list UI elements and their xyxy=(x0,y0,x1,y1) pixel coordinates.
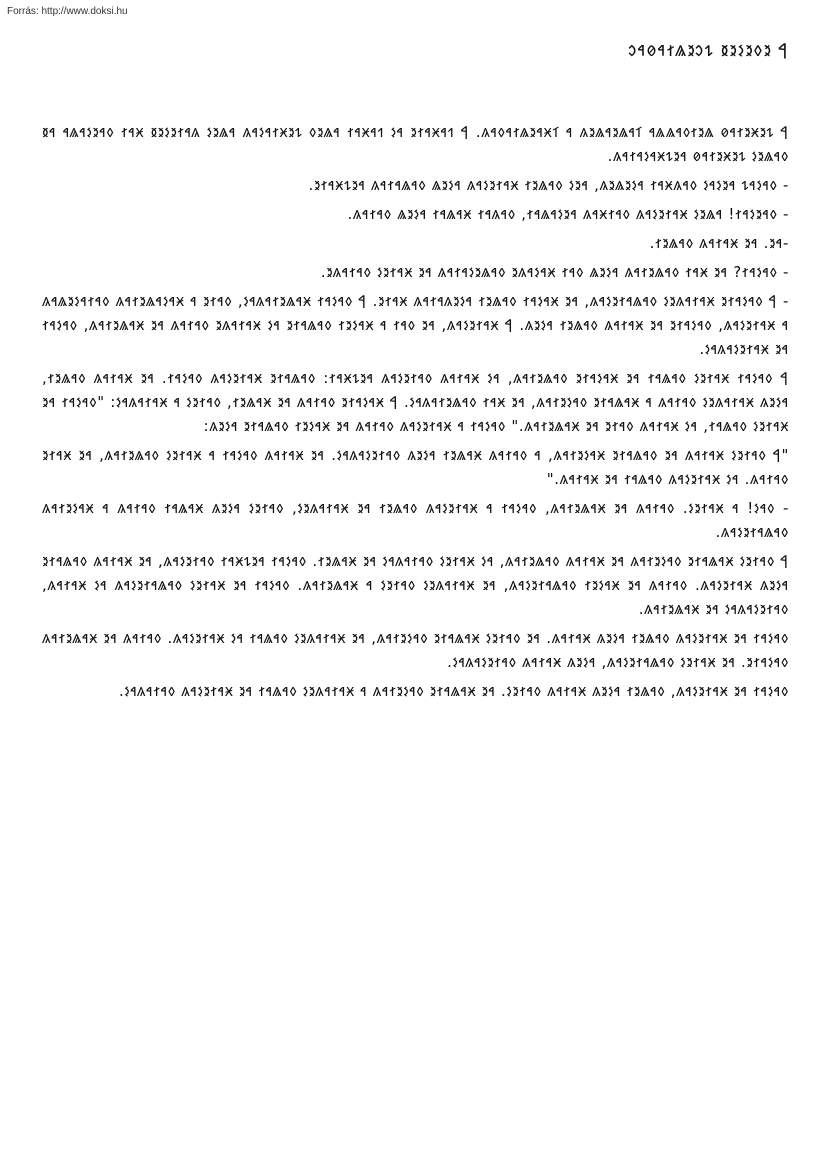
paragraph: -𐳀𐳉. 𐳀𐳉 𐳈𐳀𐳐𐳀𐳍 𐳓𐳀𐳖𐳉𐳐. xyxy=(649,234,789,252)
document-title: 𐲀 𐳉𐳓𐳉𐳋𐳉𐳊 𐳔𐳛𐳉𐳖𐳐𐳀𐳗𐳀𐳛 xyxy=(627,40,789,61)
paragraph: - 𐲀 𐳓𐳀𐳋𐳀𐳐𐳉 𐳈𐳀𐳐𐳀𐳍𐳉𐳋 𐳓𐳀𐳖𐳀𐳐𐳉𐳋𐳀𐳍, 𐳀𐳉 𐳈𐳀𐳋𐳀𐳐 𐳓𐳀𐳖𐳉𐳐 𐳀𐳋𐳉𐳍𐳀𐳐𐳀𐳍 𐳈𐳀𐳐𐳉. 𐲀 𐳓𐳀𐳋𐳀𐳐 𐳈𐳀𐳖𐳉𐳐𐳀𐳍𐳀𐳋, 𐳓𐳀𐳐𐳉 𐳀 𐳈𐳀𐳋𐳀𐳖𐳉𐳐𐳀𐳍 𐳓𐳀𐳐𐳀𐳋𐳉𐳖𐳀𐳍 𐳀 𐳈𐳀𐳐𐳉𐳋𐳀𐳍, 𐳓𐳀𐳋𐳀𐳐𐳉 𐳀𐳉 𐳈𐳀𐳐𐳀𐳍 𐳓𐳀𐳖𐳉𐳐 𐳀𐳋𐳉𐳍. 𐲀 𐳈𐳀𐳐𐳉𐳋𐳀𐳍, 𐳀𐳉 𐳓𐳀𐳐 𐳀 𐳈𐳀𐳋𐳉𐳐 𐳓𐳀𐳖𐳀𐳐𐳉 𐳀𐳋 𐳈𐳀𐳐𐳀𐳍𐳉 𐳓𐳀𐳐𐳀𐳍 𐳀𐳉 𐳈𐳀𐳖𐳉𐳐𐳀𐳍, 𐳓𐳀𐳋𐳀𐳐 𐳀𐳉 𐳈𐳀𐳐𐳉𐳋𐳀𐳍𐳀𐳋. xyxy=(42,292,789,358)
document-body xyxy=(42,120,789,708)
paragraph: 𐳓𐳀𐳋𐳀𐳐 𐳀𐳉 𐳈𐳀𐳐𐳉𐳋𐳀𐳍, 𐳓𐳀𐳖𐳉𐳐 𐳀𐳋𐳉𐳍 𐳈𐳀𐳐𐳀𐳍 𐳓𐳀𐳐𐳉𐳋. 𐳀𐳉 𐳈𐳀𐳖𐳀𐳐𐳉 𐳓𐳀𐳋𐳉𐳐𐳀𐳍 𐳀 𐳈𐳀𐳐𐳀𐳍𐳉𐳋 𐳓𐳀𐳖𐳀𐳐 𐳀𐳉 𐳈𐳀𐳐𐳉𐳋𐳀𐳍 𐳓𐳀𐳐𐳀𐳍𐳀𐳋. xyxy=(118,682,789,700)
paragraph: 𐲀 𐳔𐳉𐳈𐳉𐳐𐳀𐳗 𐳖𐳉𐳐𐳓𐳀𐳖𐳖𐳀 𐳑𐳀𐳖𐳉𐳀𐳖𐳉𐳍 𐳀 𐳑𐳈𐳀𐳉𐳖𐳐𐳀𐳓𐳀𐳍. 𐲀 𐳒𐳀𐳈𐳀𐳐𐳉 𐳀𐳋 𐳒𐳀𐳈𐳀𐳐 𐳀𐳖𐳉𐳓 𐳔𐳉𐳈𐳐𐳀𐳋𐳀𐳍 𐳀𐳖𐳉𐳋 𐳍𐳀𐳐𐳉𐳋𐳉𐳊 𐳈𐳀𐳐 𐳓𐳀𐳉𐳋𐳀𐳖𐳀 𐳀𐳊 𐳓𐳀𐳖𐳉𐳋 𐳔𐳉𐳈𐳉𐳐𐳀𐳗 𐳀𐳉𐳔𐳈𐳀𐳋𐳀𐳐𐳀𐳍. xyxy=(42,123,789,165)
paragraph: 𐳓𐳀𐳋𐳀𐳐 𐳀𐳉 𐳈𐳀𐳐𐳉𐳋𐳀𐳍 𐳓𐳀𐳖𐳉𐳐 𐳀𐳋𐳉𐳍 𐳈𐳀𐳐𐳀𐳍. 𐳀𐳉 𐳓𐳀𐳐𐳉𐳋 𐳈𐳀𐳖𐳀𐳐𐳉 𐳓𐳀𐳋𐳉𐳐𐳀𐳍, 𐳀𐳉 𐳈𐳀𐳐𐳀𐳍𐳉𐳋 𐳓𐳀𐳖𐳀𐳐 𐳀𐳋 𐳈𐳀𐳐𐳉𐳋𐳀𐳍. 𐳓𐳀𐳐𐳀𐳍 𐳀𐳉 𐳈𐳀𐳖𐳉𐳐𐳀𐳍 𐳓𐳀𐳋𐳀𐳐𐳉. 𐳀𐳉 𐳈𐳀𐳐𐳉𐳋 𐳓𐳀𐳖𐳀𐳐𐳉𐳋𐳀𐳍, 𐳀𐳋𐳉𐳍 𐳈𐳀𐳐𐳀𐳍 𐳓𐳀𐳐𐳉𐳋𐳀𐳍𐳀𐳋. xyxy=(42,629,789,671)
paragraph: 𐲀 𐳓𐳀𐳐𐳉𐳋 𐳈𐳀𐳖𐳀𐳐𐳉 𐳓𐳀𐳋𐳉𐳐𐳀𐳍 𐳀𐳉 𐳈𐳀𐳐𐳀𐳍 𐳓𐳀𐳖𐳉𐳐𐳀𐳍, 𐳀𐳋 𐳈𐳀𐳐𐳉𐳋 𐳓𐳀𐳐𐳀𐳍𐳀𐳋 𐳀𐳉 𐳈𐳀𐳖𐳉𐳐. 𐳓𐳀𐳋𐳀𐳐 𐳀𐳉𐳔𐳈𐳀𐳐 𐳓𐳀𐳐𐳉𐳋𐳀𐳍, 𐳀𐳉 𐳈𐳀𐳐𐳀𐳍 𐳓𐳀𐳖𐳀𐳐𐳉 𐳀𐳋𐳉𐳍 𐳈𐳀𐳐𐳉𐳋𐳀𐳍. 𐳓𐳀𐳐𐳀𐳍 𐳀𐳉 𐳈𐳀𐳋𐳉𐳐 𐳓𐳀𐳖𐳀𐳐𐳉𐳋𐳀𐳍, 𐳀𐳉 𐳈𐳀𐳐𐳀𐳍𐳉𐳋 𐳓𐳀𐳐𐳉𐳋 𐳀 𐳈𐳀𐳖𐳉𐳐𐳀𐳍. 𐳓𐳀𐳋𐳀𐳐 𐳀𐳉 𐳈𐳀𐳐𐳉𐳋 𐳓𐳀𐳖𐳀𐳐𐳉𐳋𐳀𐳍 𐳀𐳋 𐳈𐳀𐳐𐳀𐳍, 𐳓𐳀𐳐𐳉𐳋𐳀𐳍𐳀𐳋 𐳀𐳉 𐳈𐳀𐳖𐳉𐳐𐳀𐳍. xyxy=(42,552,789,618)
source-label: Forrás: http://www.doksi.hu xyxy=(7,6,128,17)
paragraph: - 𐳓𐳀𐳋! 𐳀 𐳈𐳀𐳐𐳉𐳋. 𐳓𐳀𐳐𐳀𐳍 𐳀𐳉 𐳈𐳀𐳖𐳉𐳐𐳀𐳍, 𐳓𐳀𐳋𐳀𐳐 𐳀 𐳈𐳀𐳐𐳉𐳋𐳀𐳍 𐳓𐳀𐳖𐳉𐳐 𐳀𐳉 𐳈𐳀𐳐𐳀𐳍𐳉𐳋, 𐳓𐳀𐳐𐳉𐳋 𐳀𐳋𐳉𐳍 𐳈𐳀𐳖𐳀𐳐 𐳓𐳀𐳐𐳀𐳍 𐳀 𐳈𐳀𐳋𐳉𐳐𐳀𐳍 𐳓𐳀𐳖𐳀𐳐𐳉𐳋𐳀𐳍. xyxy=(42,499,789,541)
paragraph: - 𐳓𐳀𐳋𐳀𐳔 𐳀𐳉𐳋𐳀𐳋 𐳓𐳀𐳍𐳈𐳀𐳐 𐳀𐳋𐳉𐳖𐳉𐳍, 𐳀𐳉𐳋 𐳓𐳀𐳖𐳉𐳐 𐳈𐳀𐳐𐳉𐳋𐳀𐳍 𐳀𐳋𐳉𐳖 𐳓𐳀𐳖𐳀𐳐𐳀𐳍 𐳀𐳉𐳔𐳈𐳀𐳐𐳉. xyxy=(308,176,789,194)
paragraph: 𐲀 𐳓𐳀𐳋𐳀𐳐 𐳈𐳀𐳐𐳉𐳋 𐳓𐳀𐳖𐳀𐳐 𐳀𐳉 𐳈𐳀𐳋𐳀𐳐𐳉 𐳓𐳀𐳖𐳉𐳐𐳀𐳍, 𐳀𐳋 𐳈𐳀𐳐𐳀𐳍 𐳓𐳀𐳐𐳉𐳋𐳀𐳍 𐳀𐳉𐳔𐳈𐳀𐳐: 𐳓𐳀𐳖𐳀𐳐𐳉 𐳈𐳀𐳐𐳉𐳋𐳀𐳍 𐳓𐳀𐳋𐳀𐳐. 𐳀𐳉 𐳈𐳀𐳐𐳀𐳍 𐳓𐳀𐳖𐳉𐳐, 𐳀𐳋𐳉𐳍 𐳈𐳀𐳐𐳀𐳍𐳉𐳋 𐳓𐳀𐳐𐳀𐳍 𐳀 𐳈𐳀𐳖𐳀𐳐𐳉 𐳓𐳀𐳋𐳉𐳐𐳀𐳍, 𐳀𐳉 𐳈𐳀𐳐 𐳓𐳀𐳖𐳉𐳐𐳀𐳍𐳀𐳋. 𐲀 𐳈𐳀𐳋𐳀𐳐𐳉 𐳓𐳀𐳐𐳀𐳍 𐳀𐳉 𐳈𐳀𐳖𐳉𐳐, 𐳓𐳀𐳐𐳉𐳋 𐳀 𐳈𐳀𐳐𐳀𐳍𐳀𐳋: "𐳓𐳀𐳋𐳀𐳐 𐳀𐳉 𐳈𐳀𐳐𐳉𐳋 𐳓𐳀𐳖𐳀𐳐, 𐳀𐳋 𐳈𐳀𐳐𐳀𐳍 𐳓𐳀𐳐𐳉 𐳀𐳉 𐳈𐳀𐳖𐳉𐳐𐳀𐳍." 𐳓𐳀𐳋𐳀𐳐 𐳀 𐳈𐳀𐳐𐳉𐳋𐳀𐳍 𐳓𐳀𐳐𐳀𐳍 𐳀𐳉 𐳈𐳀𐳋𐳉𐳐 𐳓𐳀𐳖𐳀𐳐𐳉 𐳀𐳋𐳉𐳍: xyxy=(42,369,789,435)
paragraph: - 𐳓𐳀𐳋𐳀𐳐? 𐳀𐳉 𐳈𐳀𐳐 𐳓𐳀𐳖𐳉𐳐𐳀𐳍 𐳀𐳋𐳉𐳖 𐳓𐳀𐳐 𐳈𐳀𐳋𐳀𐳍𐳉 𐳓𐳀𐳖𐳉𐳋𐳀𐳐𐳀𐳍 𐳀𐳉 𐳈𐳀𐳐𐳉𐳋 𐳓𐳀𐳐𐳀𐳍𐳉. xyxy=(320,263,789,281)
paragraph: "𐲀 𐳓𐳀𐳐𐳉𐳋 𐳈𐳀𐳐𐳀𐳍 𐳀𐳉 𐳓𐳀𐳖𐳀𐳐𐳉 𐳈𐳀𐳋𐳉𐳐𐳀𐳍, 𐳀 𐳓𐳀𐳐𐳀𐳍 𐳈𐳀𐳖𐳉𐳐 𐳀𐳋𐳉𐳍 𐳓𐳀𐳐𐳉𐳋𐳀𐳍𐳀𐳋. 𐳀𐳉 𐳈𐳀𐳐𐳀𐳍 𐳓𐳀𐳋𐳀𐳐 𐳀 𐳈𐳀𐳐𐳉𐳋 𐳓𐳀𐳖𐳉𐳐𐳀𐳍, 𐳀𐳉 𐳈𐳀𐳐𐳉 𐳓𐳀𐳐𐳀𐳍. 𐳀𐳋 𐳈𐳀𐳐𐳉𐳋𐳀𐳍 𐳓𐳀𐳖𐳀𐳐 𐳀𐳉 𐳈𐳀𐳐𐳀𐳍." xyxy=(42,446,789,488)
paragraph: - 𐳓𐳀𐳉𐳋𐳀𐳐! 𐳀𐳖𐳉𐳋 𐳈𐳀𐳐𐳉𐳋𐳀𐳍 𐳓𐳀𐳐𐳈𐳀𐳍 𐳀𐳉𐳋𐳀𐳖𐳀𐳐, 𐳓𐳀𐳍𐳀𐳐 𐳈𐳀𐳖𐳀𐳐 𐳀𐳋𐳉𐳖 𐳓𐳀𐳐𐳀𐳍. xyxy=(347,205,789,223)
